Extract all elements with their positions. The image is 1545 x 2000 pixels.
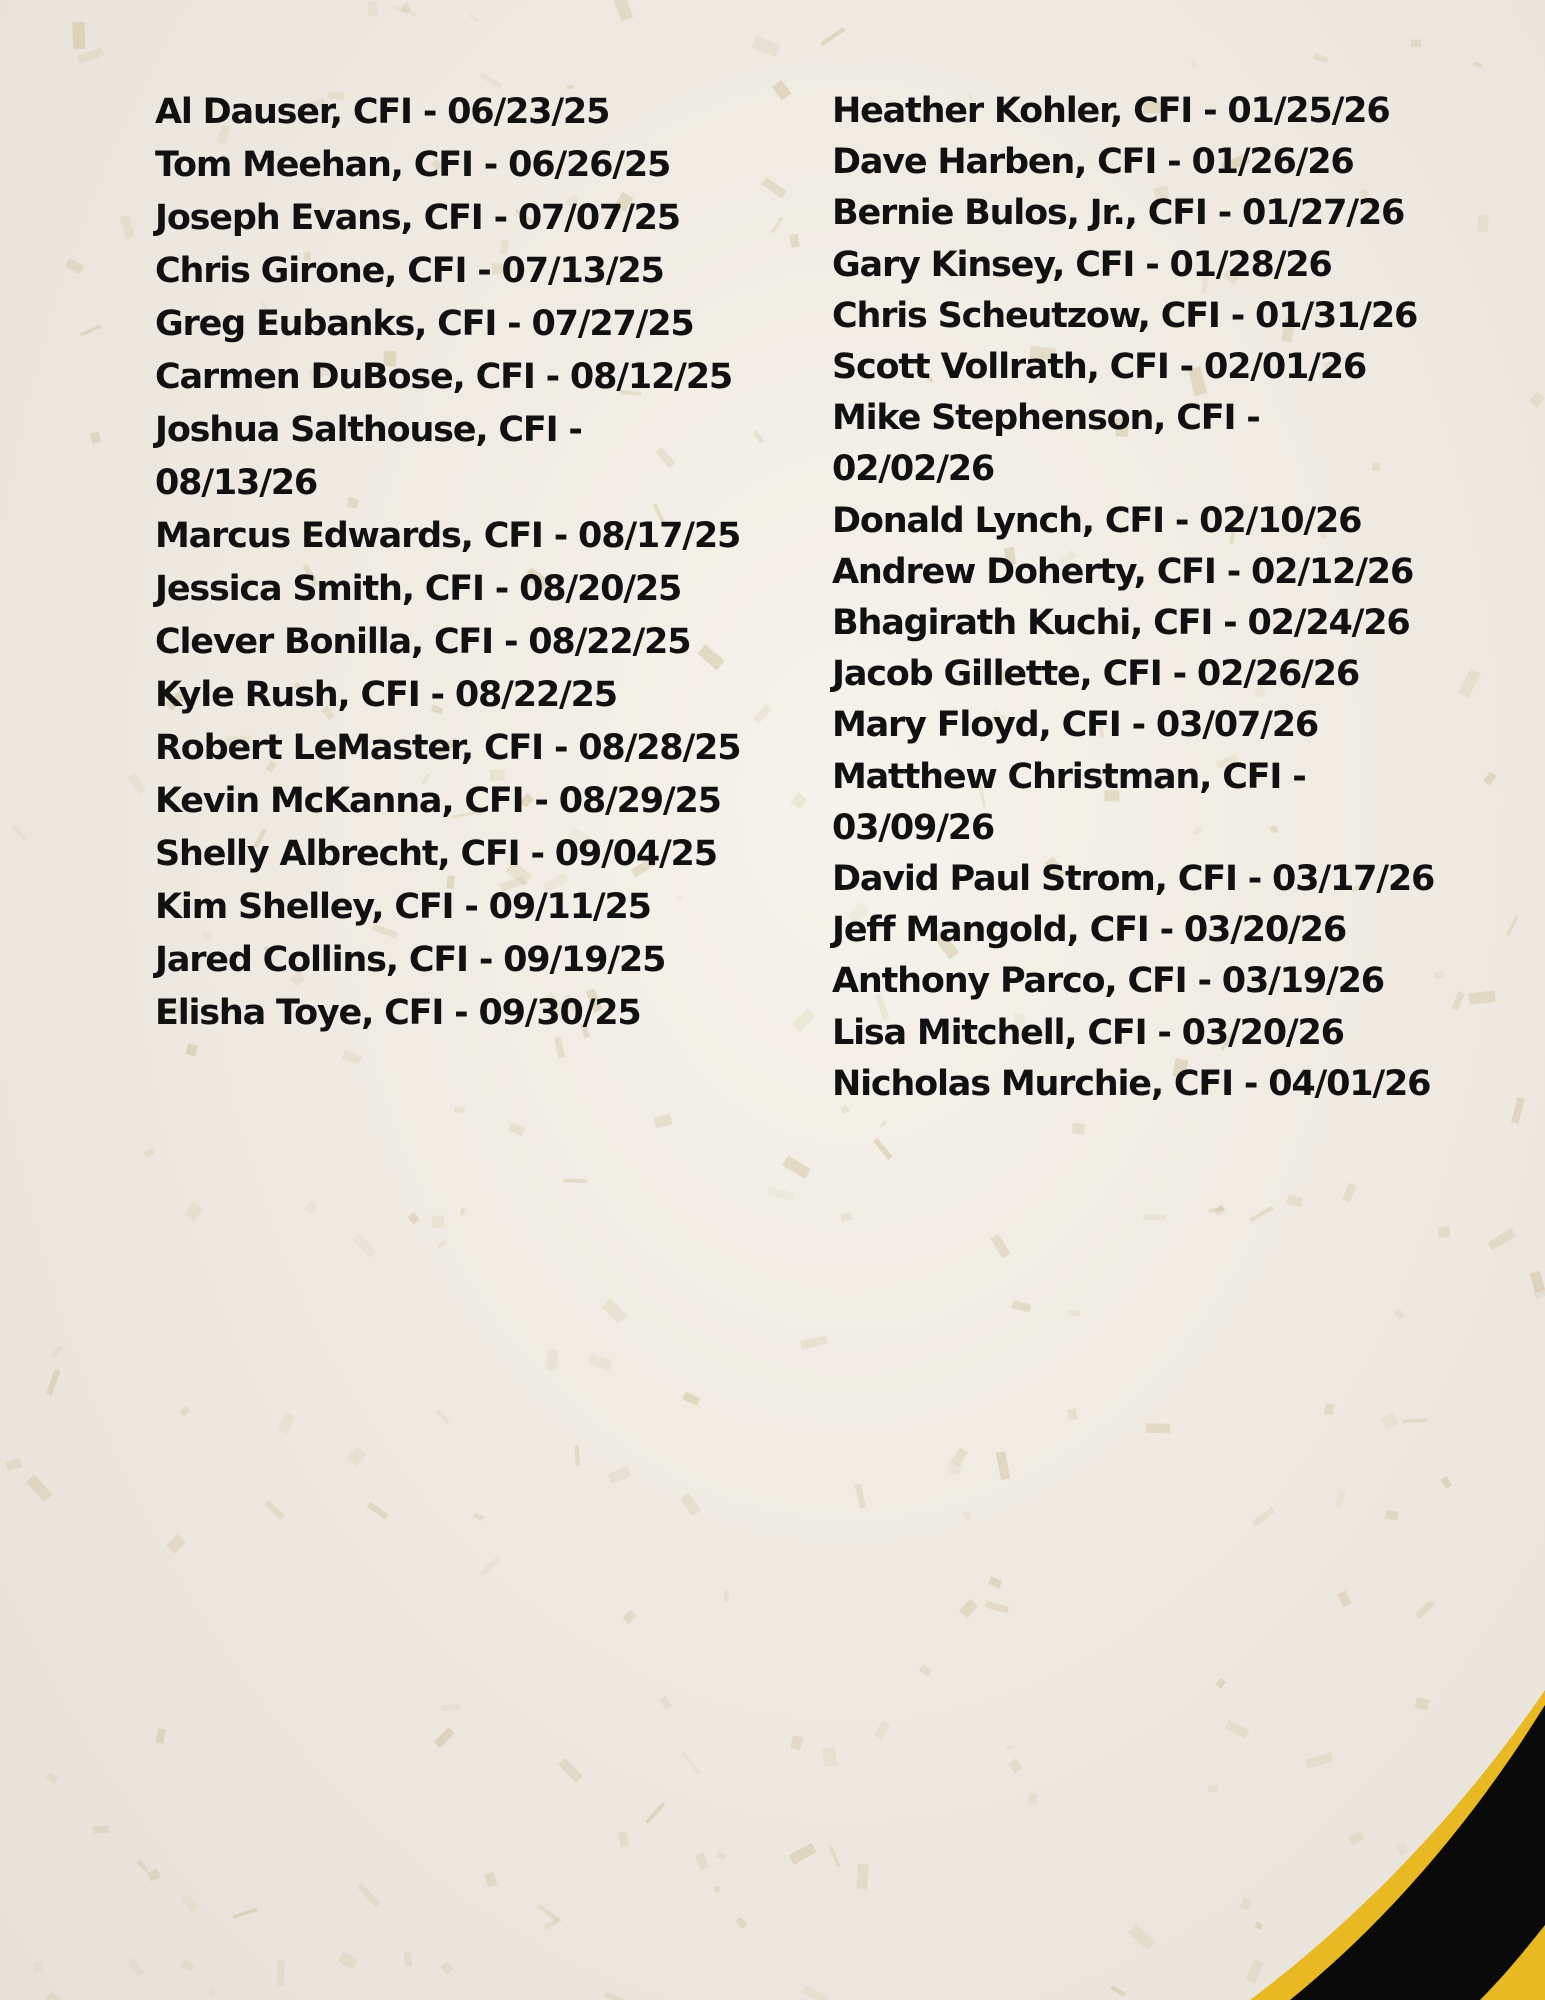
list-item: David Paul Strom, CFI - 03/17/26 xyxy=(832,859,1435,900)
list-item: Kyle Rush, CFI - 08/22/25 xyxy=(155,675,617,715)
list-item: Jared Collins, CFI - 09/19/25 xyxy=(155,940,666,980)
list-item: Lisa Mitchell, CFI - 03/20/26 xyxy=(832,1012,1344,1053)
list-item: Carmen DuBose, CFI - 08/12/25 xyxy=(155,357,733,397)
list-item: Gary Kinsey, CFI - 01/28/26 xyxy=(832,244,1332,285)
list-item: Mary Floyd, CFI - 03/07/26 xyxy=(832,705,1319,746)
list-item: Chris Girone, CFI - 07/13/25 xyxy=(155,251,664,291)
list-item: Shelly Albrecht, CFI - 09/04/25 xyxy=(155,834,717,874)
list-item: Greg Eubanks, CFI - 07/27/25 xyxy=(155,304,694,344)
list-item: Joseph Evans, CFI - 07/07/25 xyxy=(155,198,680,238)
list-item: 02/02/26 xyxy=(832,449,995,490)
list-item: Kevin McKanna, CFI - 08/29/25 xyxy=(155,781,721,821)
list-item: Jessica Smith, CFI - 08/20/25 xyxy=(155,569,682,609)
list-item: Chris Scheutzow, CFI - 01/31/26 xyxy=(832,295,1418,336)
list-item: Robert LeMaster, CFI - 08/28/25 xyxy=(155,728,741,768)
list-item: Matthew Christman, CFI - xyxy=(832,756,1306,797)
list-item: Jacob Gillette, CFI - 02/26/26 xyxy=(832,654,1360,695)
list-item: 03/09/26 xyxy=(832,807,995,848)
list-item: Scott Vollrath, CFI - 02/01/26 xyxy=(832,347,1367,388)
list-item: Kim Shelley, CFI - 09/11/25 xyxy=(155,887,651,927)
list-item: Elisha Toye, CFI - 09/30/25 xyxy=(155,993,641,1033)
list-item: Mike Stephenson, CFI - xyxy=(832,398,1260,439)
list-item: Bhagirath Kuchi, CFI - 02/24/26 xyxy=(832,603,1410,644)
list-item: Jeff Mangold, CFI - 03/20/26 xyxy=(832,910,1346,951)
list-item: Heather Kohler, CFI - 01/25/26 xyxy=(832,91,1390,131)
list-item: Joshua Salthouse, CFI - xyxy=(155,410,582,450)
list-item: Andrew Doherty, CFI - 02/12/26 xyxy=(832,551,1414,592)
list-item: Dave Harben, CFI - 01/26/26 xyxy=(832,142,1354,183)
list-item: 08/13/26 xyxy=(155,463,318,503)
list-item: Donald Lynch, CFI - 02/10/26 xyxy=(832,500,1362,541)
list-item: Tom Meehan, CFI - 06/26/25 xyxy=(155,145,671,185)
list-item: Al Dauser, CFI - 06/23/25 xyxy=(155,92,610,132)
list-item: Bernie Bulos, Jr., CFI - 01/27/26 xyxy=(832,193,1405,234)
list-item: Clever Bonilla, CFI - 08/22/25 xyxy=(155,622,691,662)
list-item: Anthony Parco, CFI - 03/19/26 xyxy=(832,961,1384,1002)
list-item: Marcus Edwards, CFI - 08/17/25 xyxy=(155,516,741,556)
list-item: Nicholas Murchie, CFI - 04/01/26 xyxy=(832,1063,1431,1104)
